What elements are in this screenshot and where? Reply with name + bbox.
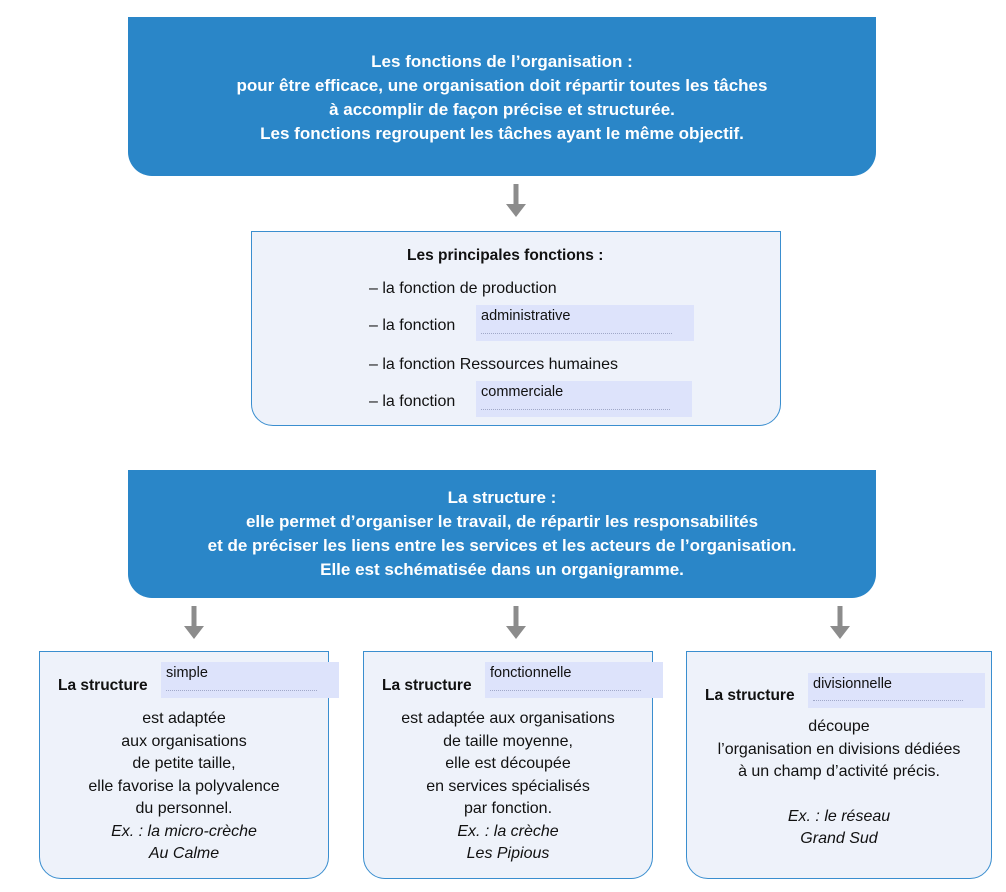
description-line: est adaptée [142, 710, 226, 727]
answer-field-simple[interactable]: simple [161, 662, 339, 698]
down-arrow-icon [829, 606, 851, 640]
function-item-production: – la fonction de production [369, 280, 557, 297]
example-line: Ex. : le réseau [787, 807, 891, 825]
structure-description [364, 708, 652, 866]
example-line: Grand Sud [800, 830, 878, 847]
example-line: Les Pipious [466, 845, 550, 862]
structure-simple-box [39, 651, 329, 879]
org-heading: Les fonctions de l’organisation : [371, 51, 633, 71]
structure-heading: La structure : [447, 488, 557, 507]
description-line: elle favorise la polyvalence [88, 777, 280, 795]
organisation-functions-header [128, 17, 876, 176]
functions-title: Les principales fonctions : [407, 247, 604, 264]
answer-field-administrative[interactable]: administrative [476, 305, 694, 341]
description-line: aux organisations [121, 732, 247, 750]
structure-header [128, 470, 876, 598]
description-line: de petite taille, [132, 755, 236, 772]
answer-field-fonctionnelle[interactable]: fonctionnelle [485, 662, 663, 698]
description-line: en services spécialisés [426, 777, 590, 795]
answer-field-divisionnelle[interactable]: divisionnelle [808, 673, 985, 708]
structure-text-line: Elle est schématisée dans un organigramme. [320, 560, 684, 579]
description-line: l’organisation en divisions dédiées [717, 740, 961, 758]
principal-functions-box [251, 231, 781, 426]
function-item-hr: – la fonction Ressources humaines [369, 356, 619, 373]
org-text-line: pour être efficace, une organisation doit répartir toutes les tâches [236, 75, 768, 95]
structure-label: La structure [58, 677, 148, 694]
answer-field-commerciale[interactable]: commerciale [476, 381, 692, 417]
description-line: elle est découpée [445, 755, 571, 772]
description-line: par fonction. [463, 800, 553, 817]
structure-text-line: et de préciser les liens entre les services et les acteurs de l’organisation. [207, 536, 797, 555]
description-line: découpe [808, 718, 870, 735]
spacer [687, 784, 991, 806]
description-line: à un champ d’activité précis. [738, 763, 940, 780]
structure-label: La structure [705, 687, 795, 704]
structure-label: La structure [382, 677, 472, 694]
description-line: de taille moyenne, [443, 732, 573, 750]
function-item-prefix: – la fonction [369, 393, 456, 410]
down-arrow-icon [183, 606, 205, 640]
example-line: Ex. : la crèche [457, 822, 559, 840]
structure-text-line: elle permet d’organiser le travail, de répartir les responsabilités [245, 512, 759, 531]
structure-divisional-box [686, 651, 992, 879]
function-item-prefix: – la fonction [369, 317, 456, 334]
structure-description [687, 716, 991, 851]
description-line: du personnel. [135, 800, 233, 817]
example-line: Ex. : la micro-crèche [111, 822, 257, 840]
structure-functional-box [363, 651, 653, 879]
down-arrow-icon [505, 184, 527, 218]
down-arrow-icon [505, 606, 527, 640]
example-line: Au Calme [148, 845, 220, 862]
structure-description [40, 708, 328, 866]
org-text-line: à accomplir de façon précise et structurée. [329, 99, 675, 119]
org-text-line: Les fonctions regroupent les tâches ayant le même objectif. [260, 123, 744, 143]
description-line: est adaptée aux organisations [401, 710, 615, 727]
